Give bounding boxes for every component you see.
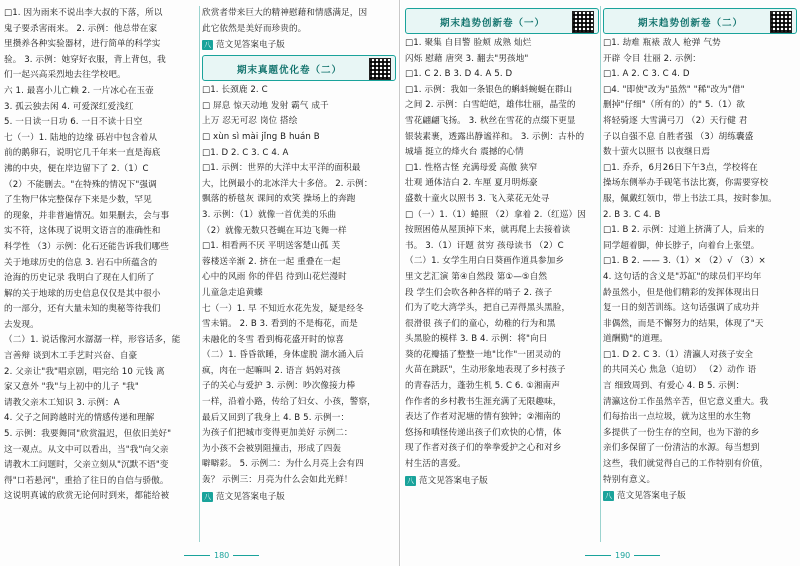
answer-line: 轰？ 示例三：月亮为什么会如此光鲜！: [202, 475, 353, 486]
page-number: 190: [581, 551, 664, 560]
answer-line: 七（一）1. 陆地的边缘 砾岩中包含着从: [4, 132, 158, 143]
answer-line: 儿童急走追黄蝶: [202, 287, 263, 298]
answer-line: 现了作者对孩子们的拳拳爱护之心和对乡: [405, 443, 562, 454]
answer-line: 村生活的喜爱。: [405, 459, 466, 470]
answer-line: 请教父亲木工知识 3. 示例：A: [4, 397, 120, 408]
answer-line: 们为了吃大湾学头，把自己弄得黑头黑脸，: [405, 303, 571, 314]
answer-line: 子的关心与爱护 3. 示例：吵次像接力棒: [202, 381, 356, 392]
answer-line: 的现象，并非普遍情况。如果删去，会与事: [4, 210, 170, 221]
answer-line: 雪花翩翩飞扬。 3. 秋丝在雪花的点缀下更显: [405, 115, 576, 126]
answer-line: □1. 相看两不厌 平明送客楚山孤 芙: [202, 241, 341, 252]
answer-line: 这些，我们就觉得自己的工作特别有价值，: [603, 459, 769, 470]
answer-line: 一样，沿着小路，传给了妇女、小孩，警察，: [202, 397, 376, 408]
answer-line: 3. 孤云独去闲 4. 可爱深红爱浅红: [4, 101, 134, 112]
answer-line: 未融化的冬雪 看到梅花盛开时的惊喜: [202, 334, 344, 345]
answer-line: □1. 聚集 自目警 脸颊 成熟 灿烂: [405, 38, 532, 48]
answer-line: 2. B 3. C 4. B: [603, 209, 661, 220]
answer-line: 闪烁 慰藉 唐突 3. 翻去"男孩地": [405, 53, 529, 64]
answer-line: 很滑很 孩子们的童心，幼稚的行为和黑: [405, 318, 556, 329]
answer-line: 六 1. 最喜小儿亡赖 2. 一片冰心在玉壶: [4, 85, 154, 96]
answer-line: □1. A 2. C 3. C 4. D: [603, 69, 690, 80]
column-divider: [600, 6, 601, 542]
answer-line: □ 屏息 惊天动地 发射 霸气 成千: [202, 100, 329, 111]
answer-line: 雪未销。 2. B 3. 看到的不是梅花，而是: [202, 319, 358, 330]
answer-line: 数十萤火以照书 以夜继日焉: [603, 147, 711, 158]
answer-line: □1. 示例：我如一条银色的蝌蚪蜿蜒在群山: [405, 84, 573, 95]
answer-line: 删掉"仔细"（所有的）的" 5.（1）欲: [603, 100, 745, 111]
answer-line: 清瀛这份工作虽然辛苦，但它意义重大。我: [603, 396, 769, 407]
section-banner: [405, 8, 599, 34]
answer-line: （2）不能删去。"在特殊的情况下"强调: [4, 179, 157, 190]
answer-line: 请教木工问题时，父亲立刻从"沉默不语"变: [4, 460, 169, 471]
answer-line: □1. C 2. B 3. D 4. A 5. D: [405, 69, 513, 80]
answer-line: 言善辩 谈到木工手艺时兴奋、自豪: [4, 351, 138, 362]
answer-line: 非偶然，而是不懈努力的结果，体现了"天: [603, 318, 764, 329]
answer-line: 同学超着脚，伸长脖子，向着台上张望。: [603, 240, 760, 251]
note-badge: 八: [204, 41, 211, 50]
answer-line: 为小孩不会被别阻撞击，形成了四轰: [202, 443, 342, 454]
answer-line: 里文艺汇演 第④自然段 第①—⑤自然: [405, 271, 548, 282]
answer-line: 沸的中央，便在岸边留下了 2.（1）C: [4, 163, 149, 174]
answer-line: 的共同关心 焦急（迫切） （2）动作 语: [603, 365, 757, 376]
answer-line: 多提供了一份生存的空间，也为下游的乡: [603, 427, 760, 438]
answer-line: 特别有意义。: [603, 474, 656, 485]
answer-line: 开辟 令目 壮丽 2. 示例：: [603, 53, 701, 64]
answer-line: 的青春活力，蓬勃生机 5. C 6. ①湘南声: [405, 381, 561, 392]
answer-line: 这说明真诚的欣赏无论何时到来，都能给被: [4, 491, 170, 502]
answer-line: 4. 这句话的含义是"苏缸"的球员们平均年: [603, 271, 762, 282]
answer-line: 七（一）1. 早 不知近水花先发，疑是经冬: [202, 303, 364, 314]
answer-line: 们一起兴高采烈地去往学校吧。: [4, 70, 126, 81]
answer-line: □1. 劫难 瓶裱 敌人 枪弹 气势: [603, 38, 721, 48]
answer-line: □（一）1.（1）蜷照 （2）拿着 2.（红巡）因: [405, 209, 586, 220]
answer-line: 将轻骑逐 大雪满弓刀 （2）天行健 君: [603, 115, 748, 126]
answer-line: 的一部分，还有大量未知的奥秘等待我们: [4, 304, 161, 315]
answer-line: 悠扬和嗔怪传递出孩子们欢快的心情，体: [405, 427, 562, 438]
answer-line: 壮观 通体洁白 2. 车厘 夏月明烁豪: [405, 178, 538, 189]
answer-line: 这一观点。从文中可以看出，当"我"向父亲: [4, 444, 169, 455]
right-page: [401, 0, 800, 566]
answer-line: 头黑脸的模样 3. B 4. 示例：将"向日: [405, 334, 548, 345]
answer-line: （2）就像无数只苍蝇在耳边飞舞一样: [202, 225, 347, 236]
right-column-1: [405, 6, 599, 542]
right-column-2: [603, 6, 797, 542]
answer-line: 心中的风雨 你的伴侣 待到山花烂漫时: [202, 272, 347, 283]
left-column-1: [4, 6, 198, 542]
answer-line: 家又意外 "我"与上初中的儿子 "我": [4, 382, 139, 393]
answer-line: 服，佩戴红领巾，带上书法工具，按时参加。: [603, 193, 777, 204]
section-title: 期末趋势创新卷（一）: [440, 18, 546, 29]
answer-note: 八 范文见答案电子版: [605, 491, 686, 502]
answer-line: 盛数十童火以照书 3. 飞入菜花无处寻: [405, 193, 550, 204]
answer-line: 4. 父子之间跨越时光的情感传递和理解: [4, 413, 155, 424]
answer-line: □1. B 2. 示例：过道上挤满了人，后来的: [603, 225, 765, 236]
answer-line: 去发现。: [4, 319, 39, 330]
answer-line: 疯，肉在一起嘛叫 2. 语言 妈妈对孩: [202, 365, 341, 376]
answer-line: 段 学生们会吹各种各样的哨子 2. 孩子: [405, 287, 553, 298]
answer-line: 此它依然是美好而珍贵的。: [202, 23, 307, 34]
answer-line: 子以自强不息 自胜者强 （3）胡练囊盛: [603, 131, 754, 142]
note-badge: 八: [204, 492, 211, 501]
answer-line: 城墙 挺立的烽火台 震撼的心情: [405, 147, 524, 158]
answer-line: □1. 性格古怪 充满母爱 高傲 狭窄: [405, 162, 538, 173]
page-number: 180: [180, 551, 263, 560]
answer-line: （二）1. 女学生用白日葵画作道具参加乡: [405, 256, 565, 267]
note-badge: 八: [407, 476, 414, 485]
answer-line: □4. "即使"改为"虽然" "稀"改为"借": [603, 84, 745, 95]
section-banner: [603, 8, 797, 34]
answer-line: 言 细致周到、有爱心 4. B 5. 示例：: [603, 381, 745, 392]
answer-line: （二）1. 说话像河水潺潺一样，形容话多，能: [4, 335, 181, 346]
answer-line: 亲们多保留了一份清洁的水源。每当想到: [603, 443, 760, 454]
section-banner: [202, 55, 396, 81]
answer-line: 沧海的历史记录 我明白了现在人们所了: [4, 273, 155, 284]
answer-line: 5. 一日读一日功 6. 一日不读十日空: [4, 117, 143, 128]
answer-line: 科学性 （3）示例：化石还能告诉我们哪些: [4, 241, 169, 252]
answer-line: 前的鹅卵石，说明它几千年来一直是海底: [4, 148, 161, 159]
answer-line: □1. D 2. C 3.（1）清瀛人对孩子安全: [603, 349, 754, 360]
answer-note: 八 范文见答案电子版: [204, 40, 285, 51]
answer-line: （二）1. 昏昏欲睡，身体虚脱 湖水涌入后: [202, 350, 364, 361]
section-title: 期末趋势创新卷（二）: [638, 18, 744, 29]
answer-line: □1. B 2. —— 3.（1）× （2）√ （3）×: [603, 256, 766, 267]
answer-line: 2. 父亲让"我"唱京剧，唱完给 10 元钱 离: [4, 366, 165, 377]
answer-line: 表达了作者对泥塘的情有独钟；②湘南的: [405, 412, 561, 423]
answer-line: 实不符，这体现了说明文语言的准确性和: [4, 226, 161, 237]
left-column-2: [202, 6, 396, 542]
answer-line: 作作者的乡村教书生涯充满了无限趣味，: [405, 396, 562, 407]
answer-line: □ xùn sì mài jǐng B huán B: [202, 131, 320, 142]
answer-line: 操场东侧举办手砚笔书法比赛，你需要穿校: [603, 178, 769, 189]
answer-line: 们每抬出一点垃圾，就为这里的水生物: [603, 412, 751, 423]
answer-line: 3. 示例：（1）就像一首优美的乐曲: [202, 209, 337, 220]
answer-line: 最后又回到了我身上 4. B 5. 示例一：: [202, 412, 350, 423]
answer-line: 5. 示例：我要舞同"欣赏温迟，但依旧美好": [4, 429, 172, 440]
answer-line: 大，比例最小的北冰洋大十多倍。 2. 示例：: [202, 178, 373, 189]
answer-line: 按照困倦从屋顶掉下来，就再爬上去接着读: [405, 225, 571, 236]
answer-line: □1. 乔乔，6月26日下午3点，学校将在: [603, 162, 758, 173]
qr-code-icon: [369, 58, 391, 80]
answer-line: 道酬勤"的道理。: [603, 334, 668, 345]
answer-note: 八 范文见答案电子版: [204, 491, 285, 502]
answer-line: □1. 因为雨来不说出李大叔的下落，所以: [4, 8, 163, 18]
answer-line: 火苗在跳跃"，生动形象地表现了乡村孩子: [405, 365, 566, 376]
answer-note: 八 范文见答案电子版: [407, 475, 488, 486]
answer-line: 龄虽然小，但是他们精彩的发挥体现出日: [603, 287, 760, 298]
qr-code-icon: [770, 11, 792, 33]
answer-line: □1. 长颈鹿 2. C: [202, 85, 268, 96]
answer-line: 之间 2. 示例：白雪皑皑，雄伟壮丽，晶莹的: [405, 100, 576, 111]
answer-line: 验。 3. 示例：她穿好衣服，背上背包，我: [4, 54, 166, 65]
answer-line: 飘落的桥毯灰 课间的欢笑 操场上的奔跑: [202, 194, 356, 205]
answer-line: 得"口若悬河"，重拾了往日的自信与骄傲。: [4, 475, 169, 486]
answer-line: □1. D 2. C 3. C 4. A: [202, 147, 289, 158]
note-badge: 八: [605, 492, 612, 501]
answer-line: □1. 示例：世界的大洋中太平洋的面积最: [202, 163, 361, 174]
answer-line: 了生物尸体完整保存下来是少数，罕见: [4, 195, 152, 206]
qr-code-icon: [572, 11, 594, 33]
column-divider: [199, 6, 200, 542]
answer-line: 关于地球历史的信息 3. 岩石中所蕴含的: [4, 257, 158, 268]
answer-line: 葵的花瓣插了整整一地"比作"一团灵动的: [405, 349, 561, 360]
answer-line: 复一日的刻苦训练。这句话强调了成功并: [603, 303, 760, 314]
answer-line: 书。 3.（1）讦题 贫穷 孩母读书 （2）C: [405, 240, 564, 251]
answer-line: 为孩子们把城市变得更加美好 示例二：: [202, 428, 353, 439]
answer-line: 噼噼彩。 5. 示例二：为什么月亮上会有四: [202, 459, 364, 470]
answer-line: 欣赏者带来巨大的精神慰藉和情感满足，因: [202, 8, 368, 18]
answer-line: 上万 忍无可忍 岗位 搭绘: [202, 116, 298, 127]
answer-line: 解的关于地球的历史信息仅仅是其中很小: [4, 288, 161, 299]
answer-line: 银装素裹，透露出静谧祥和。 3. 示例：古朴的: [405, 131, 585, 142]
section-title: 期末真题优化卷（二）: [237, 65, 343, 77]
answer-line: 里攒养各种实验器材，进行简单的科学实: [4, 39, 161, 50]
answer-line: 蓉楼送辛渐 2. 挤在一起 重叠在一起: [202, 256, 341, 267]
answer-line: 鬼子要杀害雨来。 2. 示例：他总带在家: [4, 23, 158, 34]
